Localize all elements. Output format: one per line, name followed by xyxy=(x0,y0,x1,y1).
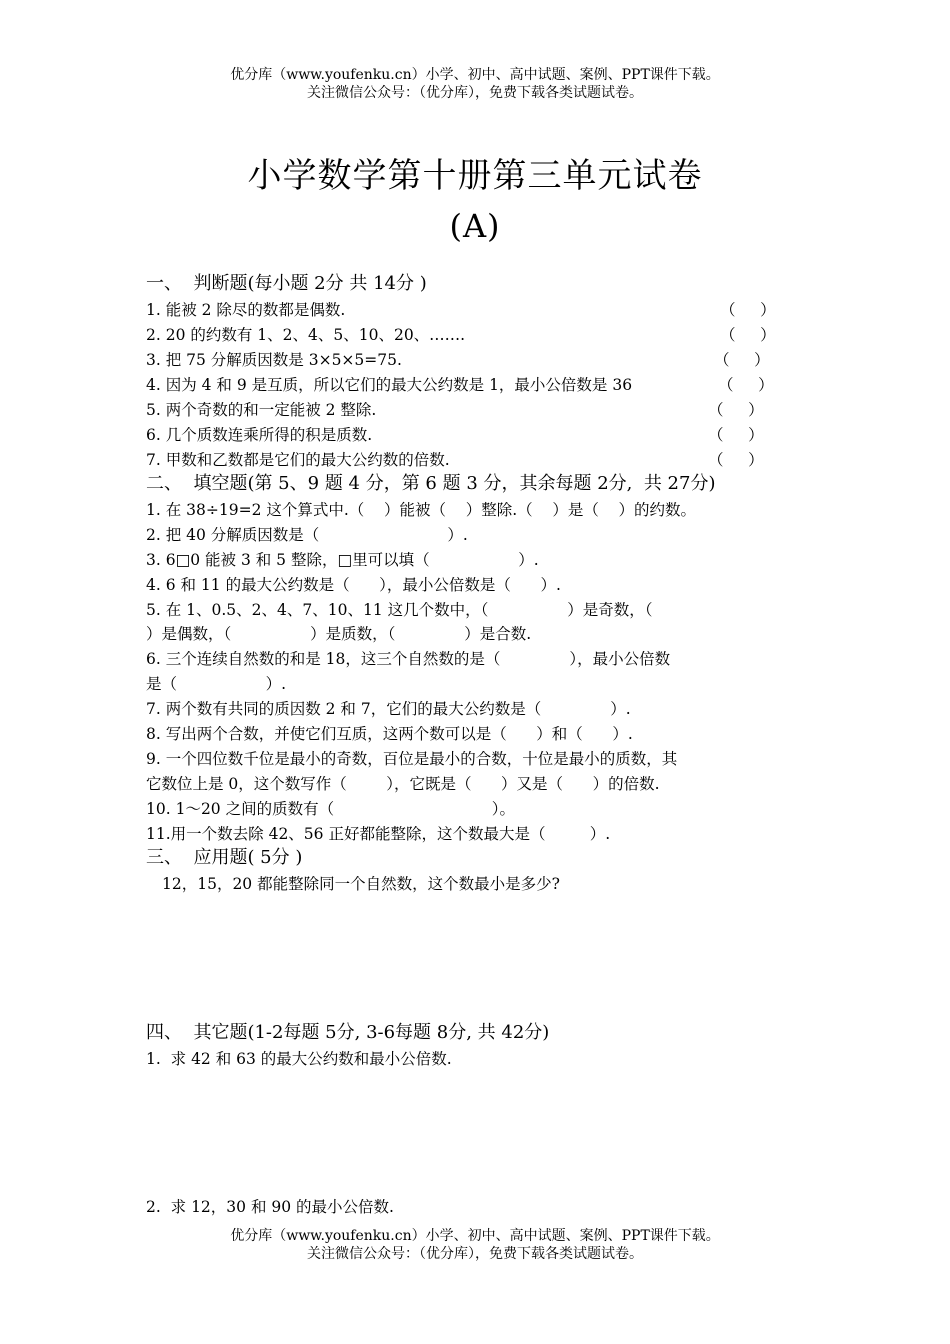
judge-item-7: 7. 甲数和乙数都是它们的最大公约数的倍数. xyxy=(146,451,450,469)
fill-line-14: 11.用一个数去除 42、56 正好都能整除，这个数最大是（ ）. xyxy=(146,825,611,843)
page-footer xyxy=(0,1227,950,1263)
fill-line-7: 6. 三个连续自然数的和是 18，这三个自然数的是（ ），最小公倍数 xyxy=(146,650,671,668)
judge-answer-paren-2: （ ） xyxy=(720,326,776,344)
section-3-heading: 三、 应用题( 5分 ) xyxy=(146,847,303,868)
judge-answer-paren-3: （ ） xyxy=(714,351,770,369)
fill-line-5: 5. 在 1、0.5、2、4、7、10、11 这几个数中，（ ）是奇数，（ xyxy=(146,601,653,619)
judge-item-5: 5. 两个奇数的和一定能被 2 整除. xyxy=(146,401,377,419)
fill-line-4: 4. 6 和 11 的最大公约数是（ ），最小公倍数是（ ）. xyxy=(146,576,561,594)
judge-item-6: 6. 几个质数连乘所得的积是质数. xyxy=(146,426,373,444)
fill-line-9: 7. 两个数有共同的质因数 2 和 7，它们的最大公约数是（ ）. xyxy=(146,700,631,718)
page-subtitle: (A) xyxy=(449,207,501,245)
fill-line-10: 8. 写出两个合数，并使它们互质，这两个数可以是（ ）和（ ）. xyxy=(146,725,633,743)
judge-answer-paren-7: （ ） xyxy=(708,451,764,469)
footer-line-1: 优分库（www.youfenku.cn）小学、初中、高中试题、案例、PPT课件下载。 xyxy=(230,1228,720,1244)
footer-line-2: 关注微信公众号：（优分库），免费下载各类试题试卷。 xyxy=(307,1246,643,1262)
judge-item-4: 4. 因为 4 和 9 是互质，所以它们的最大公约数是 1，最小公倍数是 36 xyxy=(146,376,633,394)
section-4-heading: 四、 其它题(1-2每题 5分, 3-6每题 8分, 共 42分) xyxy=(146,1022,550,1043)
judge-answer-paren-6: （ ） xyxy=(708,426,764,444)
application-question: 12，15，20 都能整除同一个自然数，这个数最小是多少? xyxy=(162,875,560,893)
judge-answer-paren-4: （ ） xyxy=(718,376,774,394)
header-line-1: 优分库（www.youfenku.cn）小学、初中、高中试题、案例、PPT课件下载。 xyxy=(230,67,720,83)
fill-line-3: 3. 6□0 能被 3 和 5 整除，□里可以填（ ）. xyxy=(146,551,539,569)
fill-line-6: ）是偶数，（ ）是质数，（ ）是合数. xyxy=(146,625,532,643)
page-title: 小学数学第十册第三单元试卷 xyxy=(247,156,703,196)
header-line-2: 关注微信公众号：（优分库），免费下载各类试题试卷。 xyxy=(307,85,643,101)
fill-line-11: 9. 一个四位数千位是最小的奇数，百位是最小的合数，十位是最小的质数，其 xyxy=(146,750,678,768)
fill-line-13: 10. 1～20 之间的质数有（ ）。 xyxy=(146,800,516,818)
page-header xyxy=(0,66,950,102)
fill-line-1: 1. 在 38÷19=2 这个算式中.（ ）能被（ ）整除.（ ）是（ ）的约数。 xyxy=(146,501,697,519)
judge-item-1: 1. 能被 2 除尽的数都是偶数. xyxy=(146,301,346,319)
fill-line-12: 它数位上是 0，这个数写作（ ），它既是（ ）又是（ ）的倍数. xyxy=(146,775,660,793)
fill-line-2: 2. 把 40 分解质因数是（ ）. xyxy=(146,526,468,544)
judge-item-2: 2. 20 的约数有 1、2、4、5、10、20、……. xyxy=(146,326,466,344)
section-2-heading: 二、 填空题(第 5、9 题 4 分，第 6 题 3 分，其余每题 2分, 共 27分) xyxy=(146,473,716,494)
judge-answer-paren-5: （ ） xyxy=(708,401,764,419)
fill-line-8: 是（ ）. xyxy=(146,675,287,693)
judge-item-3: 3. 把 75 分解质因数是 3×5×5=75. xyxy=(146,351,402,369)
judge-answer-paren-1: （ ） xyxy=(720,301,776,319)
other-question-1: 1. 求 42 和 63 的最大公约数和最小公倍数. xyxy=(146,1050,452,1068)
other-question-2: 2. 求 12，30 和 90 的最小公倍数. xyxy=(146,1198,394,1216)
section-1-heading: 一、 判断题(每小题 2分 共 14分 ) xyxy=(146,273,427,294)
